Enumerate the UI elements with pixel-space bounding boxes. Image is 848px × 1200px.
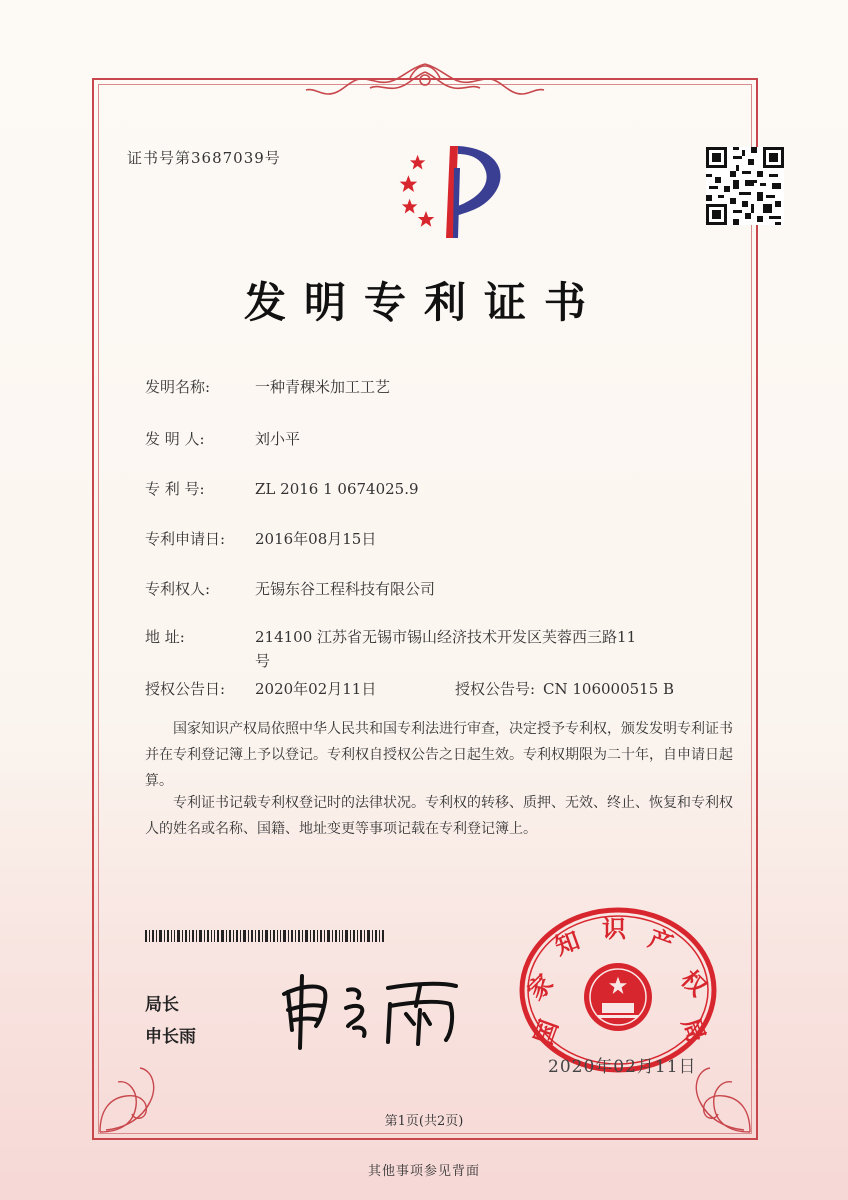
certificate-number: 证书号第3687039号 <box>127 149 281 167</box>
grant-row <box>145 678 674 699</box>
page-indicator: 第1页(共2页) <box>384 1114 464 1129</box>
address-label: 地 址: <box>145 628 185 646</box>
svg-text:产: 产 <box>644 923 678 959</box>
invention-name-label: 发明名称: <box>145 378 211 396</box>
filing-date-label: 专利申请日: <box>145 530 226 548</box>
patentee-value: 无锡东谷工程科技有限公司 <box>255 580 436 598</box>
grant-number-value: CN 106000515 B <box>543 680 675 698</box>
notice-paragraph-2: 专利证书记载专利权登记时的法律状况。专利权的转移、质押、无效、终止、恢复和专利权人的姓名或名称、国籍、地址变更等事项记载在专利登记簿上。 <box>145 795 733 837</box>
address-value-line2: 号 <box>255 652 271 670</box>
patentee-label: 专利权人: <box>145 580 211 598</box>
inventor-label: 发 明 人: <box>145 430 205 448</box>
svg-text:知: 知 <box>550 925 584 961</box>
address-row <box>145 626 636 647</box>
official-seal <box>518 905 718 1075</box>
patentee-row <box>145 578 435 599</box>
grant-date-label: 授权公告日: <box>145 680 226 698</box>
invention-name-row <box>145 376 390 397</box>
certificate-title: 发明专利证书 <box>243 278 604 327</box>
svg-text:国: 国 <box>528 1015 564 1049</box>
patent-number-value: ZL 2016 1 0674025.9 <box>255 480 419 498</box>
handwritten-signature <box>270 970 470 1050</box>
svg-text:识: 识 <box>602 914 626 943</box>
filing-date-row <box>145 528 376 549</box>
barcode <box>145 930 385 942</box>
director-title: 局长 <box>145 995 179 1015</box>
top-ornament <box>300 58 550 102</box>
svg-text:家: 家 <box>521 968 559 1006</box>
grant-date-value: 2020年02月11日 <box>255 680 377 698</box>
filing-date-value: 2016年08月15日 <box>255 530 377 548</box>
footer-note: 其他事项参见背面 <box>367 1164 480 1179</box>
inventor-row <box>145 428 300 449</box>
svg-text:局: 局 <box>676 1013 712 1047</box>
director-name: 申长雨 <box>145 1027 196 1047</box>
address-value-line1: 214100 江苏省无锡市锡山经济技术开发区芙蓉西三路11 <box>255 628 637 646</box>
patent-number-label: 专 利 号: <box>145 480 205 498</box>
qr-code <box>706 147 784 225</box>
svg-text:权: 权 <box>675 964 713 1002</box>
invention-name-value: 一种青稞米加工工艺 <box>255 378 391 396</box>
seal-date: 2020年02月11日 <box>548 1057 697 1077</box>
inventor-value: 刘小平 <box>255 430 301 448</box>
patent-office-logo <box>398 138 518 246</box>
patent-number-row <box>145 478 419 499</box>
grant-number-label: 授权公告号: <box>455 680 536 698</box>
notice-paragraph-1: 国家知识产权局依照中华人民共和国专利法进行审查，决定授予专利权，颁发发明专利证书并在专利登记簿上予以登记。专利权自授权公告之日起生效。专利权期限为二十年，自申请日起算。 <box>145 721 733 789</box>
